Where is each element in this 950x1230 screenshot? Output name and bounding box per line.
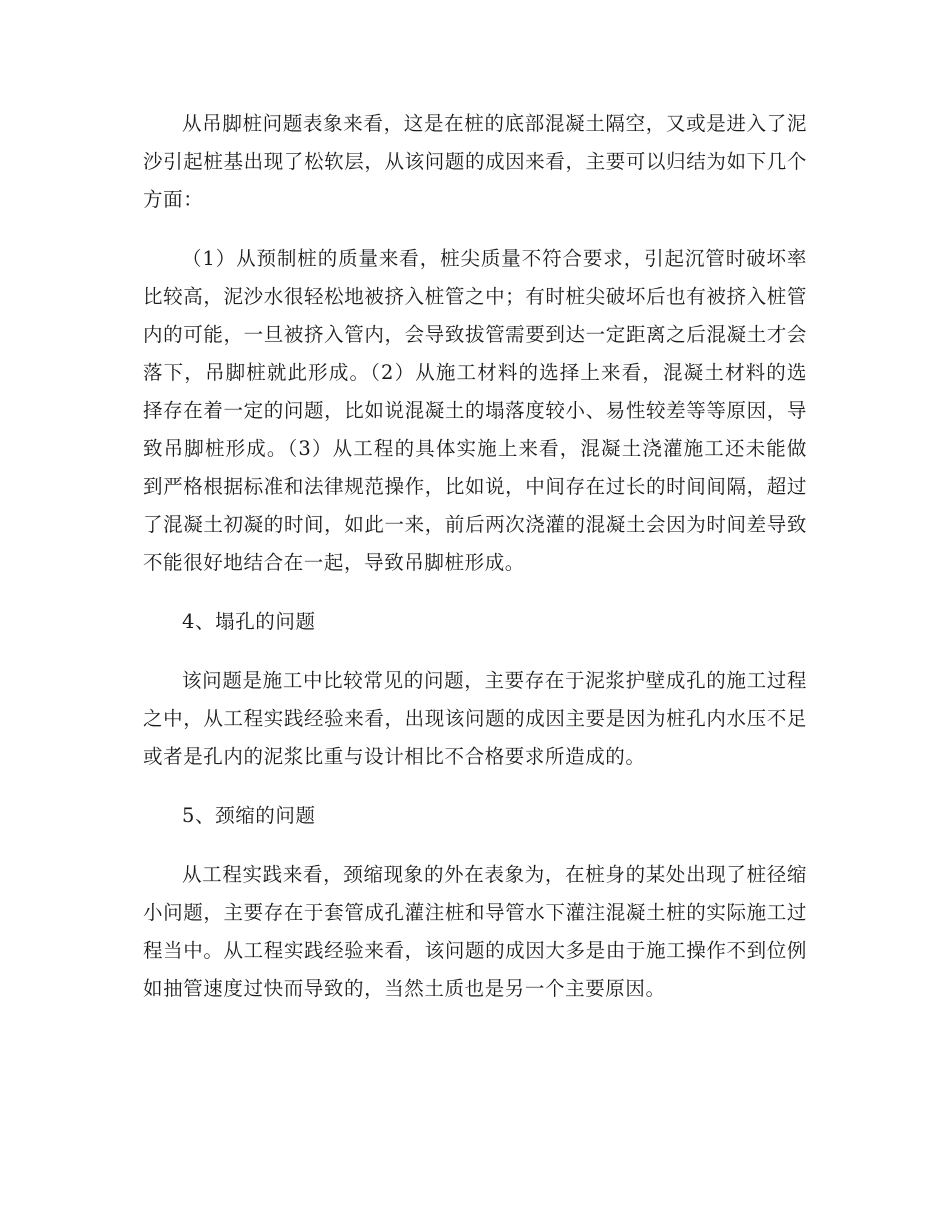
paragraph-spacer [143,582,807,603]
paragraph-spacer [143,219,807,240]
section-heading-necking: 5、颈缩的问题 [182,804,316,827]
paragraph-hole-collapse: 该问题是施工中比较常见的问题，主要存在于泥浆护壁成孔的施工过程之中，从工程实践经验来看，出现该问题的成因主要是因为桩孔内水压不足或者是孔内的泥浆比重与设计相比不合格要求所造成的。 [143,669,807,768]
paragraph-hanging-pile-causes: （1）从预制桩的质量来看，桩尖质量不符合要求，引起沉管时破坏率比较高，泥沙水很轻松地被挤入桩管之中；有时桩尖破坏后也有被挤入桩管内的可能，一旦被挤入管内，会导致拔管需要到达一定距离之后混凝土才会落下，吊脚桩就此形成。（2）从施工材料的选择上来看，混凝土材料的选择存在着一定的问题，比如说混凝土的塌落度较小、易性较差等等原因，导致吊脚桩形成。（3）从工程的具体实施上来看，混凝土浇灌施工还未能做到严格根据标准和法律规范操作，比如说，中间存在过长的时间间隔，超过了混凝土初凝的时间，如此一来，前后两次浇灌的混凝土会因为时间差导致不能很好地结合在一起，导致吊脚桩形成。 [143,247,807,574]
section-heading-hole-collapse: 4、塌孔的问题 [182,610,316,633]
paragraph-spacer [143,776,807,797]
paragraph-hanging-pile-intro: 从吊脚桩问题表象来看，这是在桩的底部混凝土隔空，又或是进入了泥沙引起桩基出现了松软层，从该问题的成因来看，主要可以归结为如下几个方面： [143,112,807,211]
paragraph-necking: 从工程实践来看，颈缩现象的外在表象为，在桩身的某处出现了桩径缩小问题，主要存在于套管成孔灌注桩和导管水下灌注混凝土桩的实际施工过程当中。从工程实践经验来看，该问题的成因大多是由于施工操作不到位例如抽管速度过快而导致的，当然土质也是另一个主要原因。 [143,863,807,1000]
document-page [143,105,807,1008]
paragraph-spacer [143,641,807,662]
paragraph-spacer [143,835,807,856]
